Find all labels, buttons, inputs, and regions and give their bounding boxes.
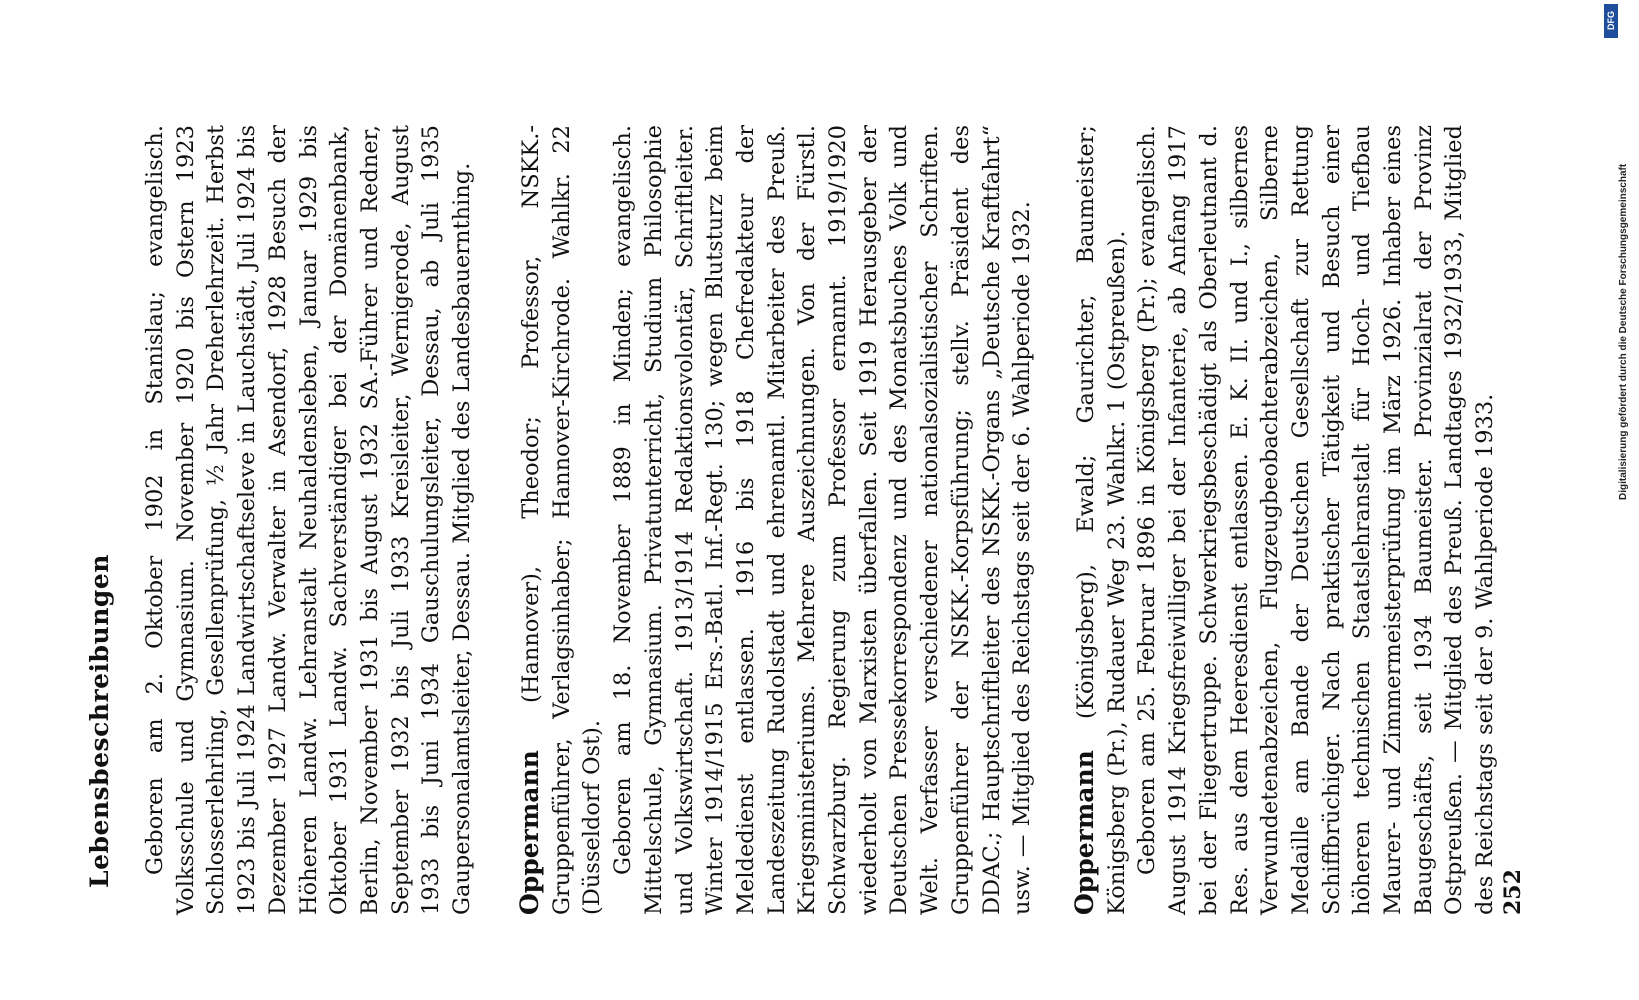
person-name: Oppermann <box>1070 750 1099 915</box>
biography-heading <box>515 125 608 915</box>
biography-paragraph: Geboren am 2. Oktober 1902 in Stanislau; evangelisch. Volksschule und Gymnasium. November 1920 bis Ostern 1923 Schlosserlehrling, Gesellenprüfung, ½ Jahr Dreherlehrzeit. Herbst 1923 bis Juli 1924 Landwirtschaftselevе in Lauchstädt, Juli 1924 bis Dezember 1927 Landw. Verwalter in Asendorf, 1928 Besuch der Höheren Landw. Lehranstalt Neuhaldensleben, Januar 1929 bis Oktober 1931 Landw. Sachverständiger bei der Domänenbank, Berlin, November 1931 bis August 1932 SA.-Führer und Redner, September 1932 bis Juli 1933 Kreisleiter, Wernigerode, August 1933 bis Juni 1934 Gauschulungsleiter, Dessau, ab Juli 1935 Gaupersonalamtsleiter, Dessau. Mitglied des Landesbauernthing. <box>142 125 476 915</box>
biography-entry <box>515 125 1038 915</box>
person-details: (Hannover), Theodor; Professor, NSKK.-Gruppenführer, Verlagsinhaber; Hannover-Kirchrode. Wahlkr. 22 (Düsseldorf Ost). <box>518 125 606 915</box>
person-details: (Königsberg), Ewald; Gaurichter, Baumeister; Königsberg (Pr.), Rudauer Weg 23. Wahlkr. 1 (Ostpreußen). <box>1073 125 1130 915</box>
biography-heading <box>1070 125 1132 915</box>
biography-entry <box>140 125 478 915</box>
dfg-logo: DFG <box>1604 4 1618 38</box>
biography-paragraph: Geboren am 25. Februar 1896 in Königsberg (Pr.); evangelisch. August 1914 Kriegsfreiwilliger bei der Infanterie, ab Anfang 1917 bei der Fliegertruppe. Schwerkriegsbeschädigt als Oberleutnant d. Res. aus dem Heeresdienst entlassen. E. K. II. und I., silbernes Verwundetenabzeichen, Flugzeugbeobachterabzeichen, Silberne Medaille am Bande der Deutschen Gesellschaft zur Rettung Schiffbrüchiger. Nach praktischer Tätigkeit und Besuch einer höheren technischen Staatslehranstalt für Hoch- und Tiefbau Maurer- und Zimmermeisterprüfung im März 1926. Inhaber eines Baugeschäfts, seit 1934 Baumeister. Provinzialrat der Provinz Ostpreußen. — Mitglied des Preuß. Landtages 1932/1933, Mitglied des Reichstags seit der 9. Wahlperiode 1933. <box>1134 125 1499 915</box>
running-head: Lebensbeschreibungen <box>85 554 114 888</box>
biography-paragraph: Geboren am 18. November 1889 in Minden; evangelisch. Mittelschule, Gymnasium. Privatunterricht, Studium Philosophie und Volkswirtschaft. 1913/1914 Redaktionsvolontär, Schriftleiter. Winter 1914/1915 Ers.-Batl. Inf.-Regt. 130; wegen Blutsturz beim Meldedienst entlassen. 1916 bis 1918 Chefredakteur der Landeszeitung Rudolstadt und ehrenamtl. Mitarbeiter des Preuß. Kriegsministeriums. Mehrere Auszeichnungen. Von der Fürstl. Schwarzburg. Regierung zum Professor ernannt. 1919/1920 wiederholt von Marxisten überfallen. Seit 1919 Herausgeber der Deutschen Pressekorrespondenz und des Monatsbuches Volk und Welt. Verfasser verschiedener nationalsozialistischer Schriften. Gruppenführer der NSKK.-Korpsführung; stellv. Präsident des DDAC.; Hauptschriftleiter des NSKK.-Organs „Deutsche Kraftfahrt“ usw. — Mitglied des Reichstags seit der 6. Wahlperiode 1932. <box>610 125 1036 915</box>
page-number: 252 <box>1500 869 1526 915</box>
person-name: Oppermann <box>515 750 544 915</box>
digitization-credit: Digitalisierung gefördert durch die Deutsche Forschungsgemeinschaft <box>1618 163 1629 500</box>
biography-entry <box>1070 125 1501 915</box>
